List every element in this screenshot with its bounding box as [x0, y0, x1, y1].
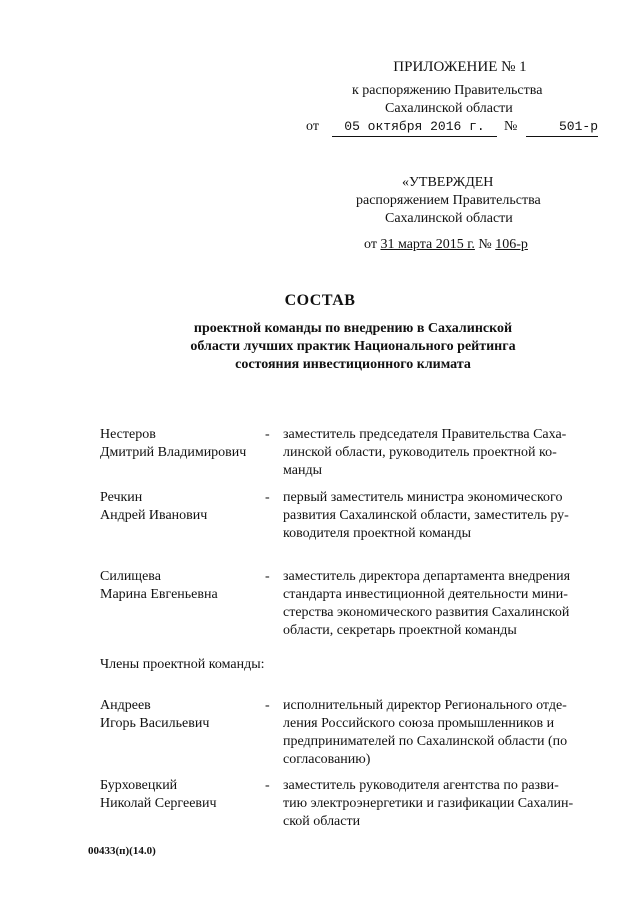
team-member-row [100, 777, 598, 837]
member-role-line: стерства экономического развития Сахалинской [283, 605, 570, 620]
member-name [100, 697, 270, 733]
member-role-line: заместитель руководителя агентства по разви- [283, 778, 559, 793]
member-role-line: заместитель директора департамента внедрения [283, 569, 571, 584]
member-role-line: первый заместитель министра экономического [283, 490, 563, 505]
team-heading: Члены проектной команды: [100, 657, 265, 672]
member-role-line: стандарта инвестиционной деятельности мини- [283, 587, 568, 602]
approved-date-row [364, 236, 528, 254]
member-dash: - [265, 698, 270, 713]
member-given-name: Николай Сергеевич [100, 796, 217, 811]
subtitle-line-3: состояния инвестиционного климата [235, 357, 471, 372]
appendix-line-2: Сахалинской области [385, 101, 513, 116]
member-row [100, 426, 598, 486]
appendix-date-value: 05 октября 2016 г. [332, 118, 497, 137]
member-role-line: тию электроэнергетики и газификации Сахалин- [283, 796, 574, 811]
subtitle-line-2: области лучших практик Национального рейтинга [190, 339, 516, 354]
document-subtitle [0, 320, 640, 374]
approved-number-value: 106-р [495, 237, 528, 252]
member-surname: Силищева [100, 569, 161, 584]
member-role-line: ководителя проектной команды [283, 526, 471, 541]
appendix-line-1: к распоряжению Правительства [352, 83, 543, 98]
member-given-name: Марина Евгеньевна [100, 587, 218, 602]
approved-number-sign: № [478, 237, 492, 252]
member-role-line: заместитель председателя Правительства Саха- [283, 427, 567, 442]
member-dash: - [265, 490, 270, 505]
appendix-header [300, 58, 620, 76]
member-surname: Андреев [100, 698, 151, 713]
member-surname: Речкин [100, 490, 143, 505]
appendix-date-prefix: от [306, 119, 319, 134]
member-dash: - [265, 427, 270, 442]
appendix-heading: ПРИЛОЖЕНИЕ № 1 [393, 59, 527, 75]
footer-code: 00433(п)(14.0) [88, 845, 156, 857]
member-role-line: ской области [283, 814, 361, 829]
member-role [283, 568, 598, 640]
approved-heading: «УТВЕРЖДЕН [402, 175, 494, 190]
appendix-date-row [306, 118, 606, 136]
member-role [283, 489, 598, 543]
member-surname: Бурховецкий [100, 778, 178, 793]
member-role-line: области, секретарь проектной команды [283, 623, 517, 638]
member-given-name: Игорь Васильевич [100, 716, 210, 731]
member-dash: - [265, 569, 270, 584]
appendix-number-sign: № [504, 119, 518, 134]
member-role [283, 426, 598, 480]
member-row [100, 489, 598, 549]
approved-line-1: распоряжением Правительства [356, 193, 541, 208]
appendix-number-value: 501-р [526, 118, 598, 137]
document-title: СОСТАВ [284, 292, 356, 309]
team-member-row [100, 697, 598, 773]
member-role-line: манды [283, 463, 322, 478]
member-name [100, 489, 270, 525]
member-role [283, 777, 598, 831]
member-surname: Нестеров [100, 427, 156, 442]
member-role [283, 697, 598, 769]
member-name [100, 568, 270, 604]
subtitle-line-1: проектной команды по внедрению в Сахалинской [193, 321, 513, 336]
member-given-name: Дмитрий Владимирович [100, 445, 247, 460]
member-role-line: предпринимателей по Сахалинской области (по [283, 734, 568, 749]
member-role-line: линской области, руководитель проектной ко- [283, 445, 557, 460]
member-role-line: исполнительный директор Регионального отде- [283, 698, 567, 713]
approved-date-prefix: от [364, 237, 377, 252]
member-name [100, 426, 270, 462]
approved-line-2: Сахалинской области [385, 211, 513, 226]
member-role-line: согласованию) [283, 752, 371, 767]
member-given-name: Андрей Иванович [100, 508, 208, 523]
member-name [100, 777, 270, 813]
approved-date-value: 31 марта 2015 г. [380, 237, 475, 252]
member-dash: - [265, 778, 270, 793]
member-role-line: ления Российского союза промышленников и [283, 716, 555, 731]
member-role-line: развития Сахалинской области, заместитель ру- [283, 508, 569, 523]
member-row [100, 568, 598, 644]
